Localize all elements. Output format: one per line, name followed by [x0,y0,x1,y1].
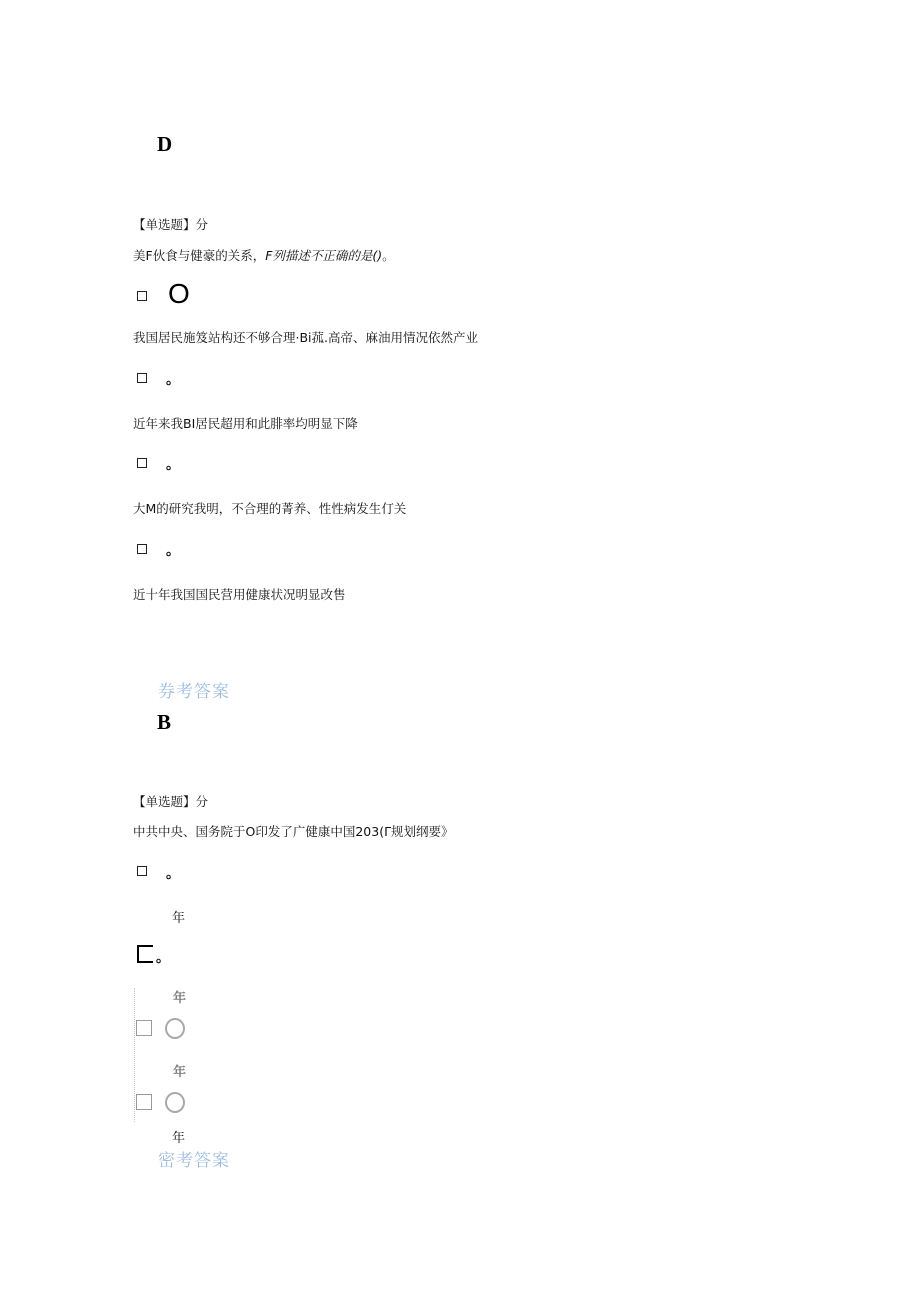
q1-option-a-checkbox[interactable] [137,291,147,301]
q1-option-b-text: 近年来我BI居民超用和此腓率均明显下降 [133,416,358,431]
q2-question-text: 中共中央、国务院于O印发了广健康中国203(Γ规划纲要》 [133,824,454,839]
q2-option-d-year: 年 [173,1065,187,1080]
q2-option-a-checkbox[interactable] [137,866,147,876]
q2-type-label: 【单选题】分 [133,794,209,809]
q2-option-e-year: 年 [172,1131,186,1146]
q1-question-text [133,246,395,264]
q2-option-b-checkbox[interactable] [137,945,153,963]
q2-option-d-checkbox[interactable] [136,1094,152,1110]
q1-option-b-mark: 。 [166,372,180,388]
q1-reference-answer-label: 券考答案 [158,682,230,702]
q2-option-c-circle-icon [165,1018,185,1039]
q1-text-prefix: 美F伙食与健豪的关系， [133,248,266,263]
q1-option-d-checkbox[interactable] [137,544,147,554]
q1-option-c-mark: 。 [166,457,180,473]
q2-option-a-year: 年 [172,911,186,926]
q1-option-d-mark: 。 [166,543,180,559]
q1-option-c-text: 大M的研究我明，不合理的菁养、性性病发生仃关 [133,501,407,516]
q2-option-c-checkbox[interactable] [136,1020,152,1036]
q2-reference-answer-label: 密考答案 [158,1151,230,1171]
q1-option-c-checkbox[interactable] [137,458,147,468]
previous-answer-letter: D [157,132,173,156]
q1-option-a-selected-mark: O [168,278,190,309]
q2-option-c-year: 年 [173,991,187,1006]
q1-option-d-text: 近十年我国国民营用健康状况明显改售 [133,587,346,602]
faded-scan-edge [134,988,135,1122]
q1-text-suffix: 。 [382,248,395,263]
q1-option-b-checkbox[interactable] [137,373,147,383]
q2-option-b-mark: 。 [156,950,170,966]
q1-type-label: 【单选题】分 [133,217,209,232]
q2-option-d-circle-icon [165,1092,185,1113]
q1-answer-letter: B [157,710,172,734]
q1-text-italic: F列描述不正确的是() [265,248,383,263]
q1-option-a-text: 我国居民施笈站构还不够合理·Bi菰.高帝、麻油用情况依然产业 [133,330,478,345]
q2-option-a-mark: 。 [166,866,180,882]
